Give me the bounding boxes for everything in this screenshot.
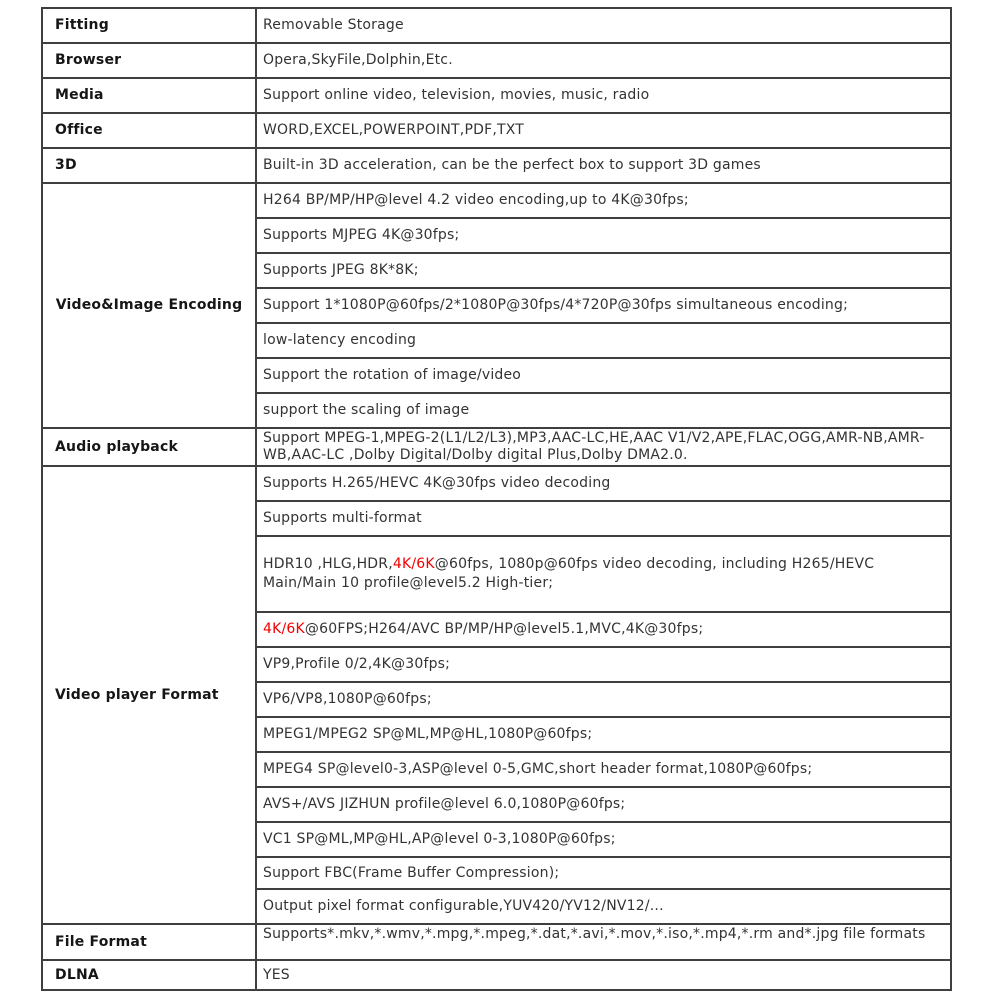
table-row <box>42 466 951 501</box>
table-row <box>42 8 951 43</box>
row-label-video-image-encoding: Video&Image Encoding <box>42 183 256 428</box>
item-text-highlight: 4K/6K <box>263 621 305 637</box>
row-value-3d: Built-in 3D acceleration, can be the perfect box to support 3D games <box>256 148 951 183</box>
row-value-office: WORD,EXCEL,POWERPOINT,PDF,TXT <box>256 113 951 148</box>
player-format-item: Supports H.265/HEVC 4K@30fps video decoding <box>256 466 951 501</box>
player-format-item: Output pixel format configurable,YUV420/YV12/NV12/... <box>256 889 951 924</box>
row-value-audio-playback: Support MPEG-1,MPEG-2(L1/L2/L3),MP3,AAC-LC,HE,AAC V1/V2,APE,FLAC,OGG,AMR-NB,AMR-WB,AAC-LC ,Dolby Digital/Dolby digital Plus,Dolby DMA2.0. <box>256 428 951 466</box>
player-format-item <box>256 612 951 647</box>
table-row <box>42 960 951 990</box>
player-format-item: VC1 SP@ML,MP@HL,AP@level 0-3,1080P@60fps; <box>256 822 951 857</box>
row-value-file-format: Supports*.mkv,*.wmv,*.mpg,*.mpeg,*.dat,*.avi,*.mov,*.iso,*.mp4,*.rm and*.jpg file formats <box>256 924 951 960</box>
spec-table <box>41 7 952 991</box>
table-row <box>42 113 951 148</box>
encoding-item: low-latency encoding <box>256 323 951 358</box>
row-label-browser: Browser <box>42 43 256 78</box>
item-text: @60fps, 1080p@60fps video decoding, including H265/HEVC Main/Main 10 profile@level5.2 High-tier; <box>263 556 875 591</box>
row-label-fitting: Fitting <box>42 8 256 43</box>
item-text-highlight: 4K/6K <box>392 556 435 572</box>
row-label-dlna: DLNA <box>42 960 256 990</box>
row-value-fitting: Removable Storage <box>256 8 951 43</box>
table-row <box>42 183 951 218</box>
row-label-video-player-format: Video player Format <box>42 466 256 924</box>
table-row <box>42 148 951 183</box>
encoding-item: Support 1*1080P@60fps/2*1080P@30fps/4*720P@30fps simultaneous encoding; <box>256 288 951 323</box>
row-value-dlna: YES <box>256 960 951 990</box>
encoding-item: support the scaling of image <box>256 393 951 428</box>
player-format-item: MPEG1/MPEG2 SP@ML,MP@HL,1080P@60fps; <box>256 717 951 752</box>
player-format-item: AVS+/AVS JIZHUN profile@level 6.0,1080P@60fps; <box>256 787 951 822</box>
encoding-item: Supports JPEG 8K*8K; <box>256 253 951 288</box>
row-label-audio-playback: Audio playback <box>42 428 256 466</box>
table-row <box>42 78 951 113</box>
encoding-item: H264 BP/MP/HP@level 4.2 video encoding,up to 4K@30fps; <box>256 183 951 218</box>
player-format-item: VP6/VP8,1080P@60fps; <box>256 682 951 717</box>
player-format-item: MPEG4 SP@level0-3,ASP@level 0-5,GMC,short header format,1080P@60fps; <box>256 752 951 787</box>
row-label-media: Media <box>42 78 256 113</box>
player-format-item <box>256 536 951 612</box>
row-value-browser: Opera,SkyFile,Dolphin,Etc. <box>256 43 951 78</box>
player-format-item: Support FBC(Frame Buffer Compression); <box>256 857 951 889</box>
encoding-item: Supports MJPEG 4K@30fps; <box>256 218 951 253</box>
player-format-item: Supports multi-format <box>256 501 951 536</box>
table-row <box>42 428 951 466</box>
item-text: HDR10 ,HLG,HDR, <box>263 556 393 572</box>
row-label-office: Office <box>42 113 256 148</box>
encoding-item: Support the rotation of image/video <box>256 358 951 393</box>
table-row <box>42 43 951 78</box>
player-format-item: VP9,Profile 0/2,4K@30fps; <box>256 647 951 682</box>
row-value-media: Support online video, television, movies, music, radio <box>256 78 951 113</box>
row-label-3d: 3D <box>42 148 256 183</box>
item-text: @60FPS;H264/AVC BP/MP/HP@level5.1,MVC,4K@30fps; <box>304 621 704 637</box>
row-label-file-format: File Format <box>42 924 256 960</box>
table-row <box>42 924 951 960</box>
